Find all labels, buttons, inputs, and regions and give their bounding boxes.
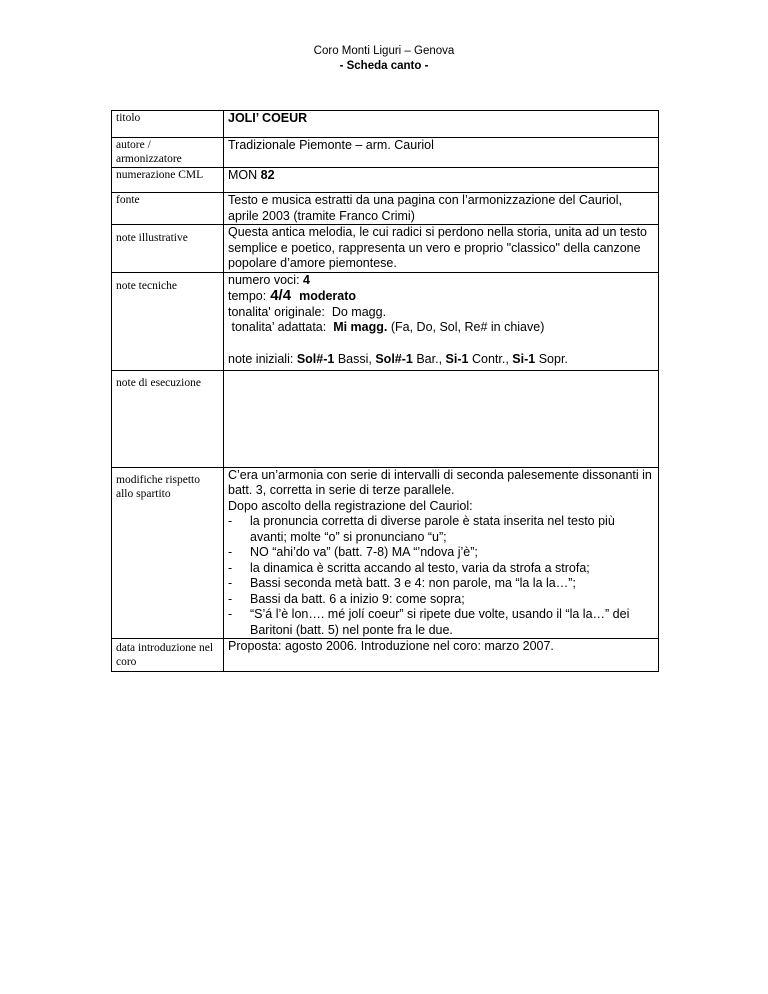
list-item: - Bassi da batt. 6 a inizio 9: come sopra; xyxy=(228,592,654,608)
list-item: - NO “ahi’do va” (batt. 7-8) MA “’ndova j’è”; xyxy=(228,545,654,561)
label-autore: autore / armonizzatore xyxy=(112,138,224,168)
tech-note-iniziali: note iniziali: Sol#-1 Bassi, Sol#-1 Bar., Si-1 Contr., Si-1 Sopr. xyxy=(228,351,568,366)
row-numerazione xyxy=(112,168,659,193)
number-value: 82 xyxy=(260,168,275,182)
modifiche-intro-2: Dopo ascolto della registrazione del Cauriol: xyxy=(228,498,473,513)
song-fonte: Testo e musica estratti da una pagina con l’armonizzazione del Cauriol, aprile 2003 (tramite Franco Crimi) xyxy=(224,193,659,225)
label-modifiche: modifiche rispetto allo spartito xyxy=(112,467,224,639)
list-item: - “S’á l’è lon…. mé jolí coeur” si ripete due volte, usando il “la la…” dei Baritoni (batt. 5) nel ponte fra le due. xyxy=(228,607,654,638)
number-prefix: MON xyxy=(228,168,258,182)
label-titolo: titolo xyxy=(112,111,224,138)
song-sheet-table xyxy=(111,110,659,672)
list-item: - Bassi seconda metà batt. 3 e 4: non parole, ma “la la la…”; xyxy=(228,576,654,592)
row-note-illustrative xyxy=(112,225,659,273)
row-modifiche xyxy=(112,467,659,639)
sheet-subtitle: - Scheda canto - xyxy=(339,60,429,72)
song-note-illustrative: Questa antica melodia, le cui radici si perdono nella storia, unita ad un testo semplice e poetico, rappresenta un vero e proprio "classico" della canzone popolare d’amore piemontese. xyxy=(224,225,659,273)
choir-name: Coro Monti Liguri – Genova xyxy=(313,45,455,57)
tech-tonalita-originale: tonalita' originale: Do magg. xyxy=(228,304,387,319)
tech-notes xyxy=(224,272,659,370)
list-item: - la pronuncia corretta di diverse parole è stata inserita nel testo più avanti; molte “o” si pronunciano “u”; xyxy=(228,514,654,545)
data-introduzione: Proposta: agosto 2006. Introduzione nel coro: marzo 2007. xyxy=(224,639,659,672)
row-fonte xyxy=(112,193,659,225)
label-data-introduzione: data introduzione nel coro xyxy=(112,639,224,672)
label-note-esecuzione: note di esecuzione xyxy=(112,370,224,467)
row-note-tecniche xyxy=(112,272,659,370)
tech-voci: numero voci: 4 xyxy=(228,272,310,287)
tech-tonalita-adattata: tonalita’ adattata: Mi magg. (Fa, Do, Sol, Re# in chiave) xyxy=(231,320,545,334)
modifiche-content xyxy=(224,467,659,639)
song-title: JOLI’ COEUR xyxy=(224,111,659,138)
row-titolo xyxy=(112,111,659,138)
page-header xyxy=(0,44,768,74)
row-autore xyxy=(112,138,659,168)
label-fonte: fonte xyxy=(112,193,224,225)
song-number xyxy=(224,168,659,193)
song-note-esecuzione xyxy=(224,370,659,467)
modifiche-list xyxy=(228,514,654,638)
label-numerazione: numerazione CML xyxy=(112,168,224,193)
row-data-introduzione xyxy=(112,639,659,672)
song-author: Tradizionale Piemonte – arm. Cauriol xyxy=(224,138,659,168)
label-note-illustrative: note illustrative xyxy=(112,225,224,273)
tech-tempo: tempo: 4/4 moderato xyxy=(228,287,357,304)
modifiche-intro-1: C’era un’armonia con serie di intervalli di seconda palesemente dissonanti in batt. 3, corretta in serie di terze parallele. xyxy=(228,467,652,497)
row-note-esecuzione xyxy=(112,370,659,467)
list-item: - la dinamica è scritta accando al testo, varia da strofa a strofa; xyxy=(228,561,654,577)
label-note-tecniche: note tecniche xyxy=(112,272,224,370)
